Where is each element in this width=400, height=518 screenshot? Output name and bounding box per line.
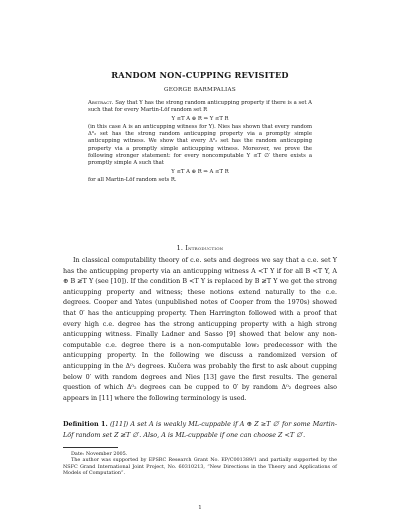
definition-label: Definition 1. [63, 420, 108, 428]
abstract-equation-2: Y ≤T A ⊕ R ⇒ A ≤T R [171, 168, 229, 175]
author-name: GEORGE BARMPALIAS [164, 87, 236, 93]
abstract-paragraph-1 [88, 100, 312, 115]
page-number: 1 [198, 505, 202, 511]
footnote-support: The author was supported by EPSRC Research Grant No. EP/C001389/1 and partially supported by the NSFC Grand International Joint Project, No. 60310213, “New Directions in the Theory and Applications of Models of Computation”. [63, 457, 337, 477]
abstract-equation-1: Y ≤T A ⊕ R ⇒ Y ≤T R [171, 115, 229, 122]
abstract-text-2: (in this case A is an anticupping witness for Y). Nies has shown that every random Δ⁰₂ set has the strong random anticupping property via a promptly simple anticupping witness. We show that every Δ⁰₂ set has the random anticupping property via a promptly simple anticupping witness. Moreover, we prove the following stronger statement: for every noncomputable Y ≤T ∅′ there exists a promptly simple A such that [88, 123, 312, 167]
introduction-body [63, 255, 337, 403]
definition-1 [63, 419, 337, 440]
footnote-date: Date: November 2005. [71, 451, 128, 457]
introduction-paragraph: In classical computability theory of c.e. sets and degrees we say that a c.e. set Y has the anticupping property via an anticupping witness A <T Y if for all B <T Y, A ⊕ B ≱T Y (see [10]). If the condition B <T Y is replaced by B ≱T Y we get the strong anticupping property and witness; these notions extend naturally to the c.e. degrees. Cooper and Yates (unpublished notes of Cooper from the 1970s) showed that 0′ has the anticupping property. Then Harrington followed with a proof that every high c.e. degree has the strong anticupping property with a high strong anticupping witness. Finally Ladner and Sasso [9] showed that below any non-computable c.e. degree there is a non-computable low₂ predecessor with the anticupping property. In the following we discuss a randomized version of anticupping in the Δ⁰₂ degrees. Kučera was probably the first to ask about cupping below 0′ with random degrees and Nies [13] gave the first results. The general question of which Δ⁰₂ degrees can be cupped to 0′ by random Δ⁰₂ degrees also appears in [11] where the following terminology is used. [63, 256, 337, 402]
section-heading: 1. Introduction [176, 244, 224, 252]
abstract-lead: Abstract. [88, 100, 114, 106]
abstract [88, 100, 312, 184]
abstract-text-3: for all Martin-Löf random sets R. [88, 176, 177, 183]
definition-text: ([11]) A set A is weakly ML-cuppable if A ⊕ Z ≥T ∅′ for some Martin-Löf random set Z ≱T ∅′. Also, A is ML-cuppable if one can choose Z <T ∅′. [63, 420, 337, 439]
footnote-divider [63, 447, 118, 448]
paper-title: RANDOM NON-CUPPING REVISITED [111, 70, 289, 80]
footnotes [63, 451, 337, 477]
abstract-text-1: Say that Y has the strong random anticupping property if there is a set A such that for every Martin-Löf random set R [88, 100, 312, 114]
